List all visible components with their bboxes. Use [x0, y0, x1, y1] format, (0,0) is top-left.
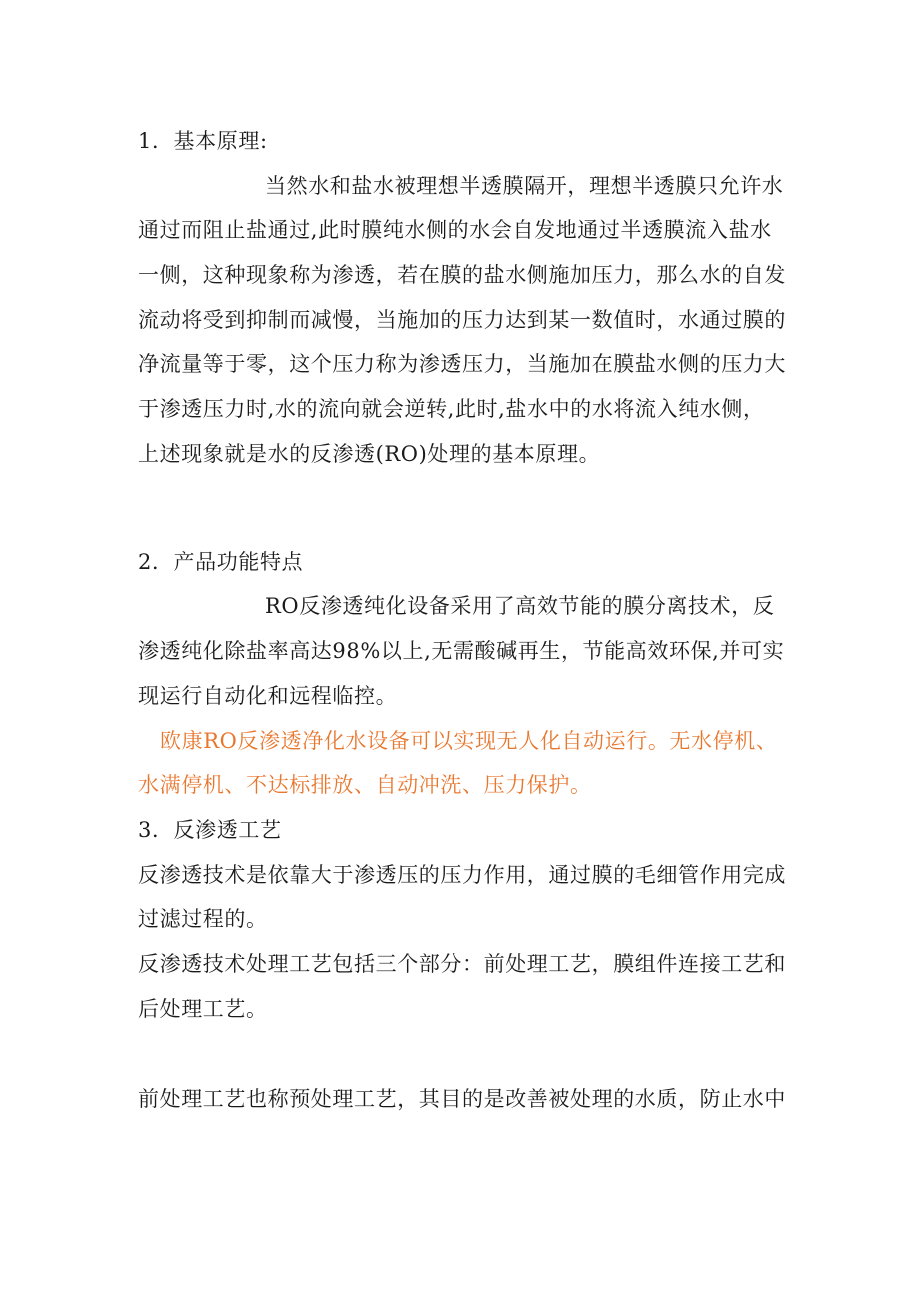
section-3-line: 后处理工艺。	[138, 997, 268, 1021]
section-2-heading: 2．产品功能特点	[138, 550, 304, 574]
section-1-line: 通过而阻止盐通过,此时膜纯水侧的水会自发地通过半透膜流入盐水	[138, 218, 772, 242]
section-3-line: 过滤过程的。	[138, 907, 268, 931]
section-2-line: 渗透纯化除盐率高达98%以上,无需酸碱再生，节能高效环保,并可实	[138, 639, 785, 663]
highlight-line: 水满停机、不达标排放、自动冲洗、压力保护。	[138, 773, 592, 797]
section-1-line: 一侧，这种现象称为渗透，若在膜的盐水侧施加压力，那么水的自发	[138, 263, 786, 287]
section-3-heading: 3．反渗透工艺	[138, 818, 282, 842]
section-1-line: 当然水和盐水被理想半透膜隔开，理想半透膜只允许水	[265, 174, 784, 198]
section-2-line: RO反渗透纯化设备采用了高效节能的膜分离技术，反	[265, 594, 775, 618]
section-1-line: 于渗透压力时,水的流向就会逆转,此时,盐水中的水将流入纯水侧，	[138, 397, 765, 421]
section-3-line: 反渗透技术处理工艺包括三个部分：前处理工艺，膜组件连接工艺和	[138, 952, 786, 976]
highlight-line: 欧康RO反渗透净化水设备可以实现无人化自动运行。无水停机、	[160, 729, 778, 753]
section-1-heading: 1．基本原理:	[138, 129, 268, 153]
section-1-line: 流动将受到抑制而减慢，当施加的压力达到某一数值时，水通过膜的	[138, 308, 786, 332]
section-1-line: 净流量等于零，这个压力称为渗透压力，当施加在膜盐水侧的压力大	[138, 352, 786, 376]
section-3-line: 反渗透技术是依靠大于渗透压的压力作用，通过膜的毛细管作用完成	[138, 863, 786, 887]
section-1-line: 上述现象就是水的反渗透(RO)处理的基本原理。	[138, 442, 601, 466]
section-2-line: 现运行自动化和远程临控。	[138, 684, 398, 708]
section-3-line: 前处理工艺也称预处理工艺，其目的是改善被处理的水质，防止水中	[138, 1087, 786, 1111]
